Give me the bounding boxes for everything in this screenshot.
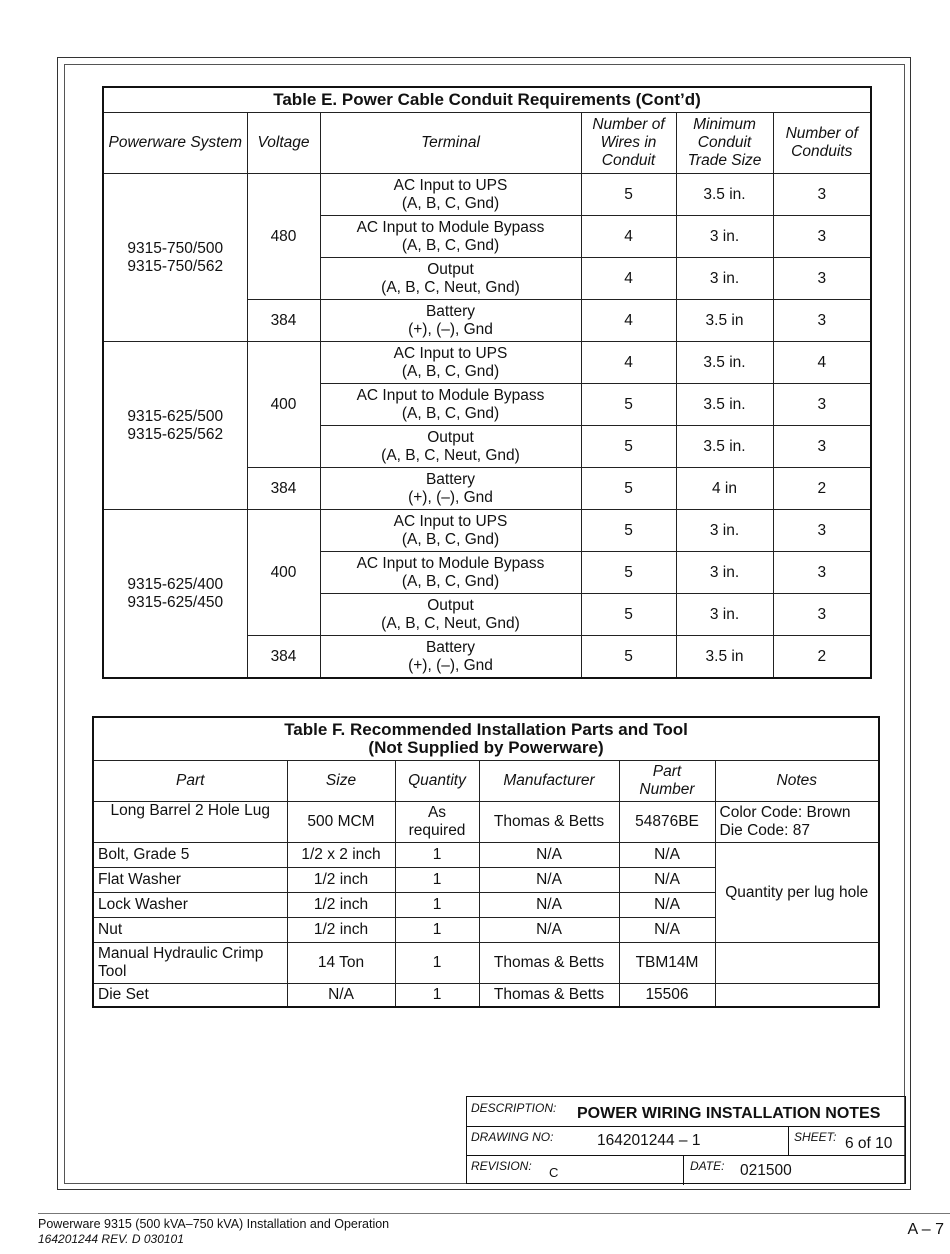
terminal-text: (A, B, C, Gnd) xyxy=(401,236,500,254)
conduits-cell: 3 xyxy=(773,510,871,552)
terminal-text: Output xyxy=(427,596,474,614)
size-cell: 1/2 inch xyxy=(287,868,395,893)
conduits-cell: 3 xyxy=(773,594,871,636)
description-label: DESCRIPTION: xyxy=(471,1101,557,1115)
trade-size-cell: 3.5 in. xyxy=(676,174,773,216)
table-e-header-cell: Number of Wires in Conduit xyxy=(581,113,676,174)
table-e-header-cell: Minimum Conduit Trade Size xyxy=(676,113,773,174)
table-e-title-row xyxy=(103,87,871,113)
conduits-cell: 3 xyxy=(773,300,871,342)
wires-cell: 4 xyxy=(581,258,676,300)
conduits-cell: 3 xyxy=(773,216,871,258)
terminal-text: (A, B, C, Gnd) xyxy=(401,530,500,548)
table-f-header-cell: Manufacturer xyxy=(479,761,619,802)
notes-text: Die Code: 87 xyxy=(719,822,810,839)
terminal-text: AC Input to UPS xyxy=(393,176,508,194)
size-cell: 500 MCM xyxy=(287,802,395,843)
terminal-cell xyxy=(320,174,581,216)
terminal-cell xyxy=(320,258,581,300)
system-cell xyxy=(103,342,247,510)
quantity-cell: 1 xyxy=(395,918,479,943)
terminal-text: AC Input to Module Bypass xyxy=(356,554,545,572)
terminal-cell xyxy=(320,342,581,384)
part-number-cell: N/A xyxy=(619,843,715,868)
size-cell: 1/2 inch xyxy=(287,893,395,918)
trade-size-cell: 3.5 in. xyxy=(676,384,773,426)
revision-value: C xyxy=(549,1165,559,1180)
table-f-header-cell: Part Number xyxy=(619,761,715,802)
date-label: DATE: xyxy=(690,1159,725,1173)
manufacturer-cell: N/A xyxy=(479,893,619,918)
size-cell: 1/2 x 2 inch xyxy=(287,843,395,868)
terminal-cell xyxy=(320,636,581,679)
system-name: 9315-625/400 xyxy=(127,575,224,593)
table-e-header-row xyxy=(103,113,871,174)
size-cell: 1/2 inch xyxy=(287,918,395,943)
terminal-cell xyxy=(320,594,581,636)
table-e-header-cell: Powerware System xyxy=(103,113,247,174)
wires-cell: 5 xyxy=(581,636,676,679)
wires-cell: 4 xyxy=(581,216,676,258)
part-cell: Nut xyxy=(93,918,287,943)
quantity-cell: 1 xyxy=(395,893,479,918)
wires-cell: 4 xyxy=(581,300,676,342)
terminal-text: (+), (–), Gnd xyxy=(408,656,493,674)
terminal-text: AC Input to Module Bypass xyxy=(356,386,545,404)
terminal-text: AC Input to UPS xyxy=(393,344,508,362)
notes-cell xyxy=(715,943,879,984)
manufacturer-cell: N/A xyxy=(479,868,619,893)
drawing-no-value: 164201244 – 1 xyxy=(597,1132,701,1149)
part-cell: Long Barrel 2 Hole Lug xyxy=(93,802,287,843)
part-number-cell: N/A xyxy=(619,868,715,893)
part-number-cell: 15506 xyxy=(619,984,715,1008)
terminal-text: (+), (–), Gnd xyxy=(408,488,493,506)
wires-cell: 4 xyxy=(581,342,676,384)
notes-cell xyxy=(715,984,879,1008)
conduits-cell: 3 xyxy=(773,258,871,300)
part-cell: Lock Washer xyxy=(93,893,287,918)
part-cell: Bolt, Grade 5 xyxy=(93,843,287,868)
part-cell: Die Set xyxy=(93,984,287,1008)
trade-size-cell: 3 in. xyxy=(676,594,773,636)
table-f-title-row xyxy=(93,717,879,761)
trade-size-cell: 3 in. xyxy=(676,552,773,594)
table-f-header-cell: Notes xyxy=(715,761,879,802)
terminal-text: (+), (–), Gnd xyxy=(408,320,493,338)
system-cell xyxy=(103,174,247,342)
voltage-cell: 400 xyxy=(247,510,320,636)
system-name: 9315-625/562 xyxy=(127,425,224,443)
revision-label: REVISION: xyxy=(471,1159,532,1173)
description-value: POWER WIRING INSTALLATION NOTES xyxy=(577,1105,881,1122)
conduits-cell: 3 xyxy=(773,384,871,426)
table-f-header-row xyxy=(93,761,879,802)
quantity-cell: As required xyxy=(395,802,479,843)
conduits-cell: 2 xyxy=(773,636,871,679)
table-f xyxy=(92,716,880,1008)
system-name: 9315-750/562 xyxy=(127,257,224,275)
sheet-value: 6 of 10 xyxy=(845,1135,893,1152)
sheet-label: SHEET: xyxy=(794,1130,837,1144)
table-f-header-cell: Size xyxy=(287,761,395,802)
voltage-cell: 384 xyxy=(247,300,320,342)
table-f-row xyxy=(93,984,879,1008)
manufacturer-cell: Thomas & Betts xyxy=(479,802,619,843)
trade-size-cell: 3 in. xyxy=(676,258,773,300)
table-f-row xyxy=(93,943,879,984)
terminal-text: Output xyxy=(427,260,474,278)
trade-size-cell: 3.5 in xyxy=(676,636,773,679)
conduits-cell: 3 xyxy=(773,174,871,216)
footer-divider xyxy=(38,1213,950,1214)
notes-text: Color Code: Brown xyxy=(719,804,851,821)
terminal-cell xyxy=(320,216,581,258)
part-number-cell: TBM14M xyxy=(619,943,715,984)
manufacturer-cell: Thomas & Betts xyxy=(479,984,619,1008)
conduits-cell: 3 xyxy=(773,552,871,594)
terminal-text: AC Input to UPS xyxy=(393,512,508,530)
table-f-row xyxy=(93,843,879,868)
drawing-no-label: DRAWING NO: xyxy=(471,1130,554,1144)
manufacturer-cell: Thomas & Betts xyxy=(479,943,619,984)
table-e-row xyxy=(103,510,871,552)
quantity-cell: 1 xyxy=(395,868,479,893)
terminal-cell xyxy=(320,468,581,510)
title-block xyxy=(466,1096,906,1184)
notes-cell xyxy=(715,802,879,843)
footer-doc-rev: 164201244 REV. D 030101 xyxy=(38,1232,184,1246)
terminal-text: Battery xyxy=(425,470,476,488)
terminal-text: (A, B, C, Gnd) xyxy=(401,194,500,212)
terminal-text: (A, B, C, Gnd) xyxy=(401,404,500,422)
manufacturer-cell: N/A xyxy=(479,918,619,943)
terminal-text: Output xyxy=(427,428,474,446)
trade-size-cell: 3 in. xyxy=(676,510,773,552)
part-number-cell: N/A xyxy=(619,918,715,943)
table-e-header-cell: Voltage xyxy=(247,113,320,174)
voltage-cell: 480 xyxy=(247,174,320,300)
conduits-cell: 2 xyxy=(773,468,871,510)
terminal-text: (A, B, C, Neut, Gnd) xyxy=(381,614,520,632)
wires-cell: 5 xyxy=(581,594,676,636)
system-name: 9315-625/450 xyxy=(127,593,224,611)
wires-cell: 5 xyxy=(581,552,676,594)
terminal-text: (A, B, C, Neut, Gnd) xyxy=(381,446,520,464)
page-number: A – 7 xyxy=(907,1221,944,1238)
voltage-cell: 384 xyxy=(247,468,320,510)
trade-size-cell: 3.5 in. xyxy=(676,426,773,468)
conduits-cell: 3 xyxy=(773,426,871,468)
table-f-title-line: Table F. Recommended Installation Parts and Tool xyxy=(284,720,688,739)
table-f-header-cell: Quantity xyxy=(395,761,479,802)
terminal-text: (A, B, C, Neut, Gnd) xyxy=(381,278,520,296)
table-f-header-cell: Part xyxy=(93,761,287,802)
trade-size-cell: 4 in xyxy=(676,468,773,510)
footer-manual-title: Powerware 9315 (500 kVA–750 kVA) Installation and Operation xyxy=(38,1217,390,1231)
table-f-title xyxy=(93,717,879,761)
table-e-header-cell: Terminal xyxy=(320,113,581,174)
terminal-text: (A, B, C, Gnd) xyxy=(401,572,500,590)
voltage-cell: 384 xyxy=(247,636,320,679)
system-name: 9315-750/500 xyxy=(127,239,224,257)
table-f-row xyxy=(93,802,879,843)
terminal-text: (A, B, C, Gnd) xyxy=(401,362,500,380)
part-cell: Flat Washer xyxy=(93,868,287,893)
terminal-text: AC Input to Module Bypass xyxy=(356,218,545,236)
terminal-cell xyxy=(320,426,581,468)
table-e xyxy=(102,86,872,679)
part-cell: Manual Hydraulic Crimp Tool xyxy=(93,943,287,984)
trade-size-cell: 3.5 in. xyxy=(676,342,773,384)
conduits-cell: 4 xyxy=(773,342,871,384)
system-name: 9315-625/500 xyxy=(127,407,224,425)
terminal-cell xyxy=(320,552,581,594)
trade-size-cell: 3 in. xyxy=(676,216,773,258)
table-e-row xyxy=(103,342,871,384)
terminal-cell xyxy=(320,384,581,426)
quantity-cell: 1 xyxy=(395,843,479,868)
terminal-text: Battery xyxy=(425,302,476,320)
wires-cell: 5 xyxy=(581,468,676,510)
system-cell xyxy=(103,510,247,679)
terminal-cell xyxy=(320,300,581,342)
size-cell: N/A xyxy=(287,984,395,1008)
table-e-header-cell: Number of Conduits xyxy=(773,113,871,174)
wires-cell: 5 xyxy=(581,510,676,552)
wires-cell: 5 xyxy=(581,426,676,468)
part-number-cell: 54876BE xyxy=(619,802,715,843)
table-f-title-line: (Not Supplied by Powerware) xyxy=(368,738,604,757)
table-e-row xyxy=(103,174,871,216)
terminal-cell xyxy=(320,510,581,552)
quantity-cell: 1 xyxy=(395,984,479,1008)
quantity-cell: 1 xyxy=(395,943,479,984)
wires-cell: 5 xyxy=(581,174,676,216)
notes-cell: Quantity per lug hole xyxy=(715,843,879,943)
terminal-text: Battery xyxy=(425,638,476,656)
manufacturer-cell: N/A xyxy=(479,843,619,868)
trade-size-cell: 3.5 in xyxy=(676,300,773,342)
size-cell: 14 Ton xyxy=(287,943,395,984)
date-value: 021500 xyxy=(740,1162,792,1179)
part-number-cell: N/A xyxy=(619,893,715,918)
table-e-title: Table E. Power Cable Conduit Requirements (Cont’d) xyxy=(103,87,871,113)
voltage-cell: 400 xyxy=(247,342,320,468)
wires-cell: 5 xyxy=(581,384,676,426)
